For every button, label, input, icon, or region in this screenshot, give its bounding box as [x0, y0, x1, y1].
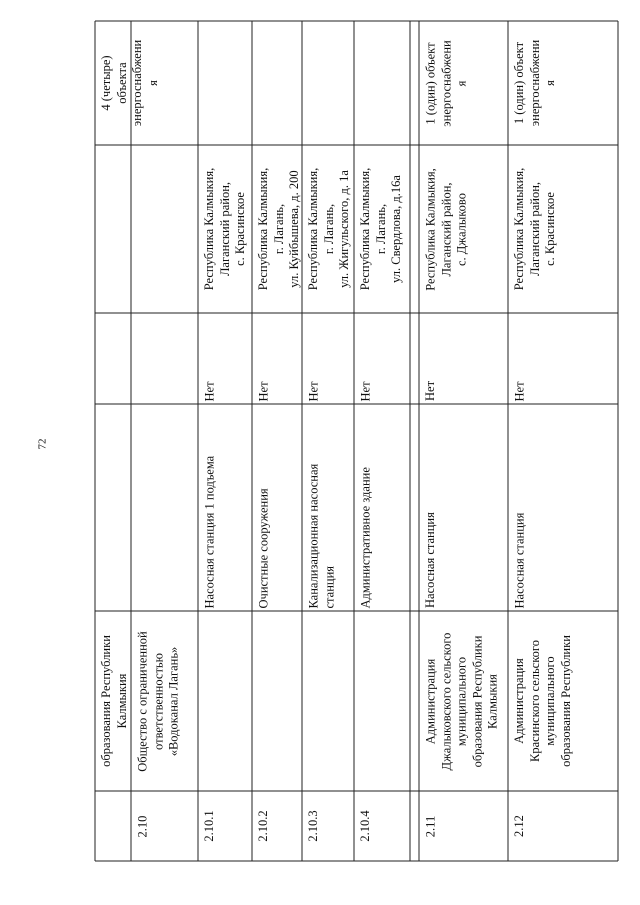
- table-cell-org: [419, 611, 508, 791]
- cell-text: образования Республики Калмыкия: [99, 635, 129, 767]
- table-cell-org: [95, 611, 131, 791]
- cell-text: 2.10.2: [256, 810, 270, 842]
- cell-text: 2.10.3: [306, 810, 320, 842]
- cell-text: Нет: [202, 380, 216, 401]
- cell-text: Нет: [256, 380, 270, 401]
- cell-text: Насосная станция 1 подъема: [202, 455, 216, 608]
- cell-text: Администрация Красинского сельского муниципального образования Республики: [512, 635, 573, 767]
- table-cell-addr: [198, 145, 252, 313]
- cell-text: [254, 614, 300, 788]
- table-cell-num: [302, 791, 354, 861]
- table-cell-flag: [95, 313, 131, 404]
- table-cell-org: [198, 611, 252, 791]
- table-cell-obj: [198, 404, 252, 611]
- table-cell-count: [354, 21, 410, 145]
- cell-text: [97, 794, 129, 858]
- cell-text: [133, 148, 196, 310]
- table-cell-obj: [131, 404, 198, 611]
- table-cell-obj: [302, 404, 354, 611]
- table-cell-flag: [354, 313, 410, 404]
- table-cell-obj: [95, 404, 131, 611]
- cell-text: 1 (один) объект энергоснабжени я: [512, 39, 557, 127]
- cell-text: [200, 24, 250, 142]
- cell-text: Республика Калмыкия, г. Лагань, ул. Жигульского, д. 1а: [306, 167, 351, 291]
- cell-text: Нет: [306, 380, 320, 401]
- table-cell-addr: [508, 145, 618, 313]
- cell-text: [356, 614, 408, 788]
- cell-text: [97, 148, 129, 310]
- cell-text: Канализационная насосная станция: [306, 463, 336, 608]
- cell-text: Нет: [512, 380, 526, 401]
- table-cell-flag: [508, 313, 618, 404]
- cell-text: [304, 24, 352, 142]
- cell-text: Насосная станция: [512, 512, 526, 608]
- cell-text: 2.10.1: [202, 810, 216, 842]
- cell-text: Республика Калмыкия, Лаганский район, с. Красинское: [202, 167, 247, 291]
- cell-text: [356, 24, 408, 142]
- cell-text: Республика Калмыкия, Лаганский район, с. Красинское: [512, 167, 557, 291]
- cell-text: 2.10.4: [358, 810, 372, 842]
- cell-text: [254, 24, 300, 142]
- cell-text: [200, 614, 250, 788]
- table-cell-count: [508, 21, 618, 145]
- table-cell-flag: [302, 313, 354, 404]
- table-cell-num: [252, 791, 302, 861]
- table-cell-obj: [419, 404, 508, 611]
- table-cell-count: [131, 21, 198, 145]
- cell-text: 4 (четыре) объекта энергоснабжени я: [99, 39, 160, 127]
- table-cell-num: [419, 791, 508, 861]
- table-cell-obj: [354, 404, 410, 611]
- table-cell-addr: [354, 145, 410, 313]
- cell-text: Административное здание: [358, 466, 372, 608]
- table-cell-num: [354, 791, 410, 861]
- cell-text: 2.12: [512, 815, 526, 837]
- cell-text: 1 (один) объект энергоснабжени я: [423, 39, 468, 127]
- cell-text: 2.11: [423, 815, 437, 837]
- table-cell-org: [354, 611, 410, 791]
- table-cell-obj: [252, 404, 302, 611]
- table-cell-count: [419, 21, 508, 145]
- cell-text: Республика Калмыкия, г. Лагань, ул. Куйбышева, д. 200: [256, 167, 301, 291]
- cell-text: Республика Калмыкия, Лаганский район, с. Джалыково: [423, 167, 468, 291]
- table-cell-flag: [131, 313, 198, 404]
- table-cell-addr: [419, 145, 508, 313]
- table-cell-obj: [508, 404, 618, 611]
- cell-text: [97, 316, 129, 401]
- cell-text: Очистные сооружения: [256, 487, 270, 608]
- table-cell-count: [252, 21, 302, 145]
- cell-text: Республика Калмыкия, г. Лагань, ул. Свердлова, д.16а: [358, 167, 403, 291]
- table-cell-addr: [252, 145, 302, 313]
- table-cell-num: [198, 791, 252, 861]
- page-number: 72: [36, 438, 49, 450]
- table-cell-addr: [302, 145, 354, 313]
- cell-text: 2.10: [135, 815, 149, 837]
- table-cell-flag: [252, 313, 302, 404]
- cell-text: [304, 614, 352, 788]
- table-cell-num: [131, 791, 198, 861]
- cell-text: Насосная станция: [423, 512, 437, 608]
- table-cell-org: [508, 611, 618, 791]
- cell-text: Администрация Джалыковского сельского муниципального образования Республики Калмыкия: [423, 632, 499, 770]
- table-cell-count: [95, 21, 160, 145]
- table-cell-org: [131, 611, 198, 791]
- cell-text: [133, 316, 196, 401]
- cell-text: Общество с ограниченной ответственностью «Водоканал Лагань»: [135, 630, 180, 772]
- table-cell-flag: [419, 313, 508, 404]
- table-cell-flag: [198, 313, 252, 404]
- cell-text: [133, 24, 196, 142]
- cell-text: Нет: [423, 380, 437, 401]
- cell-text: [133, 407, 196, 608]
- table-cell-num: [95, 791, 131, 861]
- cell-text: [97, 407, 129, 608]
- table-cell-count: [198, 21, 252, 145]
- table-cell-num: [508, 791, 618, 861]
- table-cell-addr: [131, 145, 198, 313]
- cell-text: Нет: [358, 380, 372, 401]
- table-cell-count: [302, 21, 354, 145]
- table-cell-org: [302, 611, 354, 791]
- table-cell-org: [252, 611, 302, 791]
- table-cell-addr: [95, 145, 131, 313]
